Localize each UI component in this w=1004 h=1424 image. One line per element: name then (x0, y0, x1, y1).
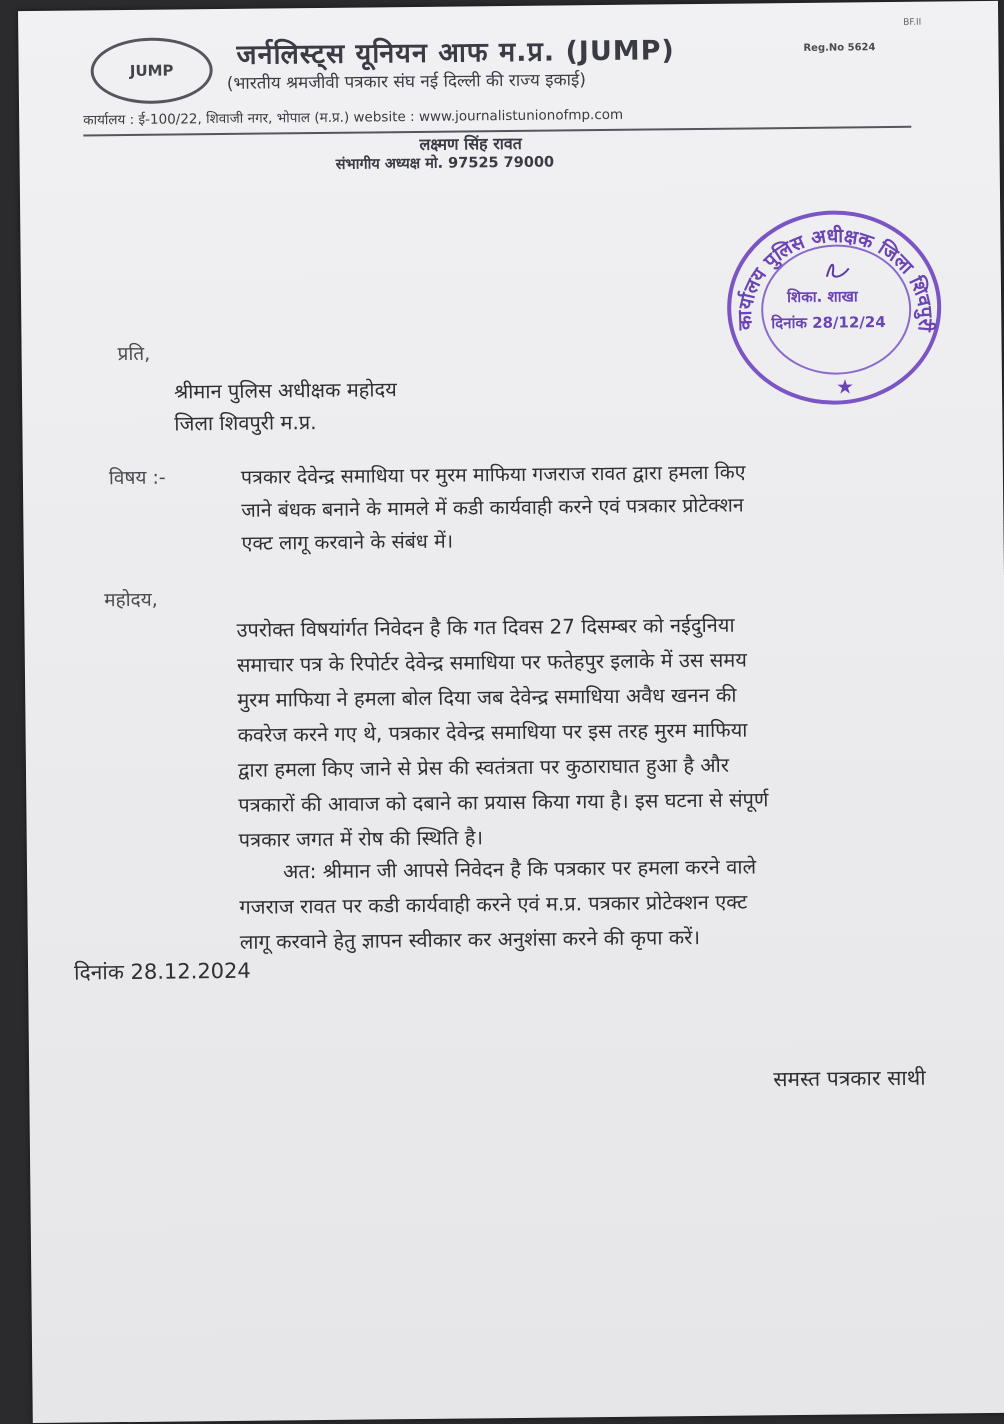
subject-line: पत्रकार देवेन्द्र समाधिया पर मुरम माफिया गजराज रावत द्वारा हमला किए (240, 460, 746, 489)
body-paragraph-1 (236, 607, 769, 858)
police-office-stamp (726, 209, 942, 405)
office-address: कार्यालय : ई-100/22, शिवाजी नगर, भोपाल (म.प्र.) website : www.journalistunionofmp.com (83, 106, 624, 129)
paragraph-line: समाचार पत्र के रिपोर्टर देवेन्द्र समाधिया पर फतेहपुर इलाके में उस समय (236, 647, 747, 677)
star-icon: ★ (835, 374, 855, 399)
org-name: जर्नलिस्ट्स यूनियन आफ म.प्र. (JUMP) (236, 35, 675, 71)
paragraph-line: द्वारा हमला किए जाने से प्रेस की स्वतंत्रता पर कुठाराघात हुआ है और (237, 752, 730, 782)
letter-date: दिनांक 28.12.2024 (73, 958, 251, 985)
letter-sheet (18, 1, 1004, 1423)
president-contact: संभागीय अध्यक्ष मो. 97525 79000 (335, 154, 555, 173)
paragraph-line: पत्रकार जगत में रोष की स्थिति है। (238, 825, 484, 852)
org-subtitle: (भारतीय श्रमजीवी पत्रकार संघ नई दिल्ली की राज्य इकाई) (226, 70, 587, 94)
subject-line: एक्ट लागू करवाने के संबंध में। (241, 529, 454, 555)
signoff: समस्त पत्रकार साथी (773, 1065, 926, 1092)
paragraph-line: लागू करवाने हेतु ज्ञापन स्वीकार कर अनुशंसा करने की कृपा करें। (239, 925, 701, 954)
president-name: लक्ष्मण सिंह रावत (419, 133, 522, 154)
stamp-initials-mark (823, 258, 853, 282)
corner-note: BF.II (903, 17, 922, 28)
greeting: महोदय, (104, 588, 158, 612)
paragraph-line: पत्रकारों की आवाज को दबाने का प्रयास किया गया है। इस घटना से संपूर्ण (238, 787, 769, 817)
logo-text: JUMP (129, 61, 174, 80)
paragraph-line: उपरोक्त विषयांर्गत निवेदन है कि गत दिवस 27 दिसम्बर को नईदुनिया (236, 612, 735, 642)
stamp-section-label: शिका. शाखा (786, 287, 858, 307)
union-logo (90, 37, 213, 104)
recipient-title: श्रीमान पुलिस अधीक्षक महोदय (173, 377, 397, 404)
letterhead (18, 1, 1000, 186)
salutation: प्रति, (117, 342, 151, 366)
stamp-date: दिनांक 28/12/24 (771, 313, 886, 333)
paragraph-line: गजराज रावत पर कडी कार्यवाही करने एवं म.प्र. पत्रकार प्रोटेक्शन एक्ट (239, 889, 748, 919)
body-paragraph-2 (239, 849, 757, 959)
subject-label: विषय :- (108, 466, 166, 490)
subject-line: जाने बंधक बनाने के मामले में कडी कार्यवाही करने एवं पत्रकार प्रोटेक्शन (241, 493, 744, 522)
recipient-district: जिला शिवपुरी म.प्र. (174, 410, 317, 436)
paragraph-line: कवरेज करने गए थे, पत्रकार देवेन्द्र समाधिया पर इस तरह मुरम माफिया (237, 717, 748, 747)
paragraph-line: मुरम माफिया ने हमला बोल दिया जब देवेन्द्र समाधिया अवैध खनन की (237, 682, 737, 712)
subject-text (241, 456, 747, 560)
paragraph-line: अत: श्रीमान जी आपसे निवेदन है कि पत्रकार पर हमला करने वाले (282, 854, 757, 884)
stamp-ring-label: कार्यालय पुलिस अधीक्षक जिला शिवपुरी (734, 225, 937, 333)
registration-number: Reg.No 5624 (803, 42, 876, 54)
